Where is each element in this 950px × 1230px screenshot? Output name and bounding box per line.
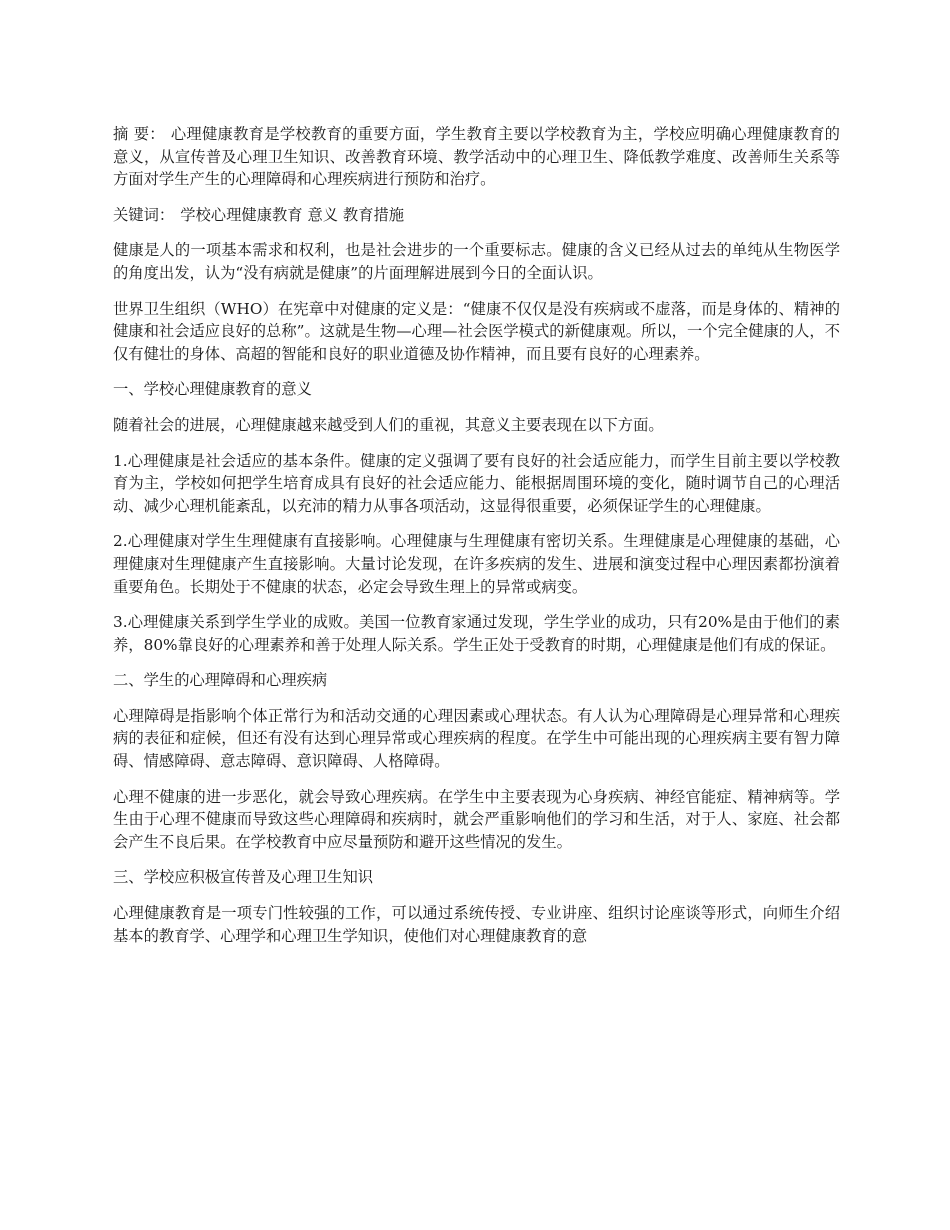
abstract-text: 心理健康教育是学校教育的重要方面，学生教育主要以学校教育为主，学校应明确心理健康教育的意义，从宣传普及心理卫生知识、改善教育环境、教学活动中的心理卫生、降低教学难度、改善师生关系等方面对学生产生的心理障碍和心理疾病进行预防和治疗。 xyxy=(113,125,840,189)
paragraph-psychological-diseases: 心理不健康的进一步恶化，就会导致心理疾病。在学生中主要表现为心身疾病、神经官能症、精神病等。学生由于心理不健康而导致这些心理障碍和疾病时，就会严重影响他们的学习和生活，对于人、家庭、社会都会产生不良后果。在学校教育中应尽量预防和避开这些情况的发生。 xyxy=(113,787,840,851)
abstract-label: 摘 要： xyxy=(113,125,165,143)
section-heading-1: 一、学校心理健康教育的意义 xyxy=(113,380,312,399)
keywords-paragraph xyxy=(113,204,840,227)
keywords-text: 学校心理健康教育 意义 教育措施 xyxy=(180,205,405,224)
paragraph-who-definition: 世界卫生组织（WHO）在宪章中对健康的定义是：“健康不仅仅是没有疾病或不虚落，而是身体的、精神的健康和社会适应良好的总称”。这就是生物—心理—社会医学模式的新健康观。所以，一个完全健康的人，不仅有健壮的身体、高超的智能和良好的职业道德及协作精神，而且要有良好的心理素养。 xyxy=(113,299,840,363)
abstract-paragraph xyxy=(113,123,840,191)
document-body xyxy=(113,123,840,960)
paragraph-point-1: 1.心理健康是社会适应的基本条件。健康的定义强调了要有良好的社会适应能力，而学生目前主要以学校教育为主，学校如何把学生培育成具有良好的社会适应能力、能根据周围环境的变化，随时调节自己的心理活动、减少心理机能紊乱，以充沛的精力从事各项活动，这显得很重要，必须保证学生的心理健康。 xyxy=(113,451,840,515)
keywords-label: 关键词： xyxy=(113,205,175,224)
paragraph-education-methods: 心理健康教育是一项专门性较强的工作，可以通过系统传授、专业讲座、组织讨论座谈等形式，向师生介绍基本的教育学、心理学和心理卫生学知识，使他们对心理健康教育的意 xyxy=(113,904,840,945)
section-heading-2: 二、学生的心理障碍和心理疾病 xyxy=(113,671,328,690)
paragraph-health-definition: 健康是人的一项基本需求和权利，也是社会进步的一个重要标志。健康的含义已经从过去的单纯从生物医学的角度出发，认为“没有病就是健康”的片面理解进展到今日的全面认识。 xyxy=(113,241,840,282)
paragraph-point-3: 3.心理健康关系到学生学业的成败。美国一位教育家通过发现，学生学业的成功，只有20%是由于他们的素养，80%靠良好的心理素养和善于处理人际关系。学生正处于受教育的时期，心理健康是他们有成的保证。 xyxy=(113,613,840,654)
paragraph-significance-intro: 随着社会的进展，心理健康越来越受到人们的重视，其意义主要表现在以下方面。 xyxy=(113,415,664,434)
section-heading-3: 三、学校应积极宣传普及心理卫生知识 xyxy=(113,868,374,887)
paragraph-point-2: 2.心理健康对学生生理健康有直接影响。心理健康与生理健康有密切关系。生理健康是心理健康的基础，心理健康对生理健康产生直接影响。大量讨论发现，在许多疾病的发生、进展和演变过程中心理因素都扮演着重要角色。长期处于不健康的状态，必定会导致生理上的异常或病变。 xyxy=(113,532,840,596)
paragraph-psychological-barriers: 心理障碍是指影响个体正常行为和活动交通的心理因素或心理状态。有人认为心理障碍是心理异常和心理疾病的表征和症候，但还有没有达到心理异常或心理疾病的程度。在学生中可能出现的心理疾病主要有智力障碍、情感障碍、意志障碍、意识障碍、人格障碍。 xyxy=(113,706,840,771)
